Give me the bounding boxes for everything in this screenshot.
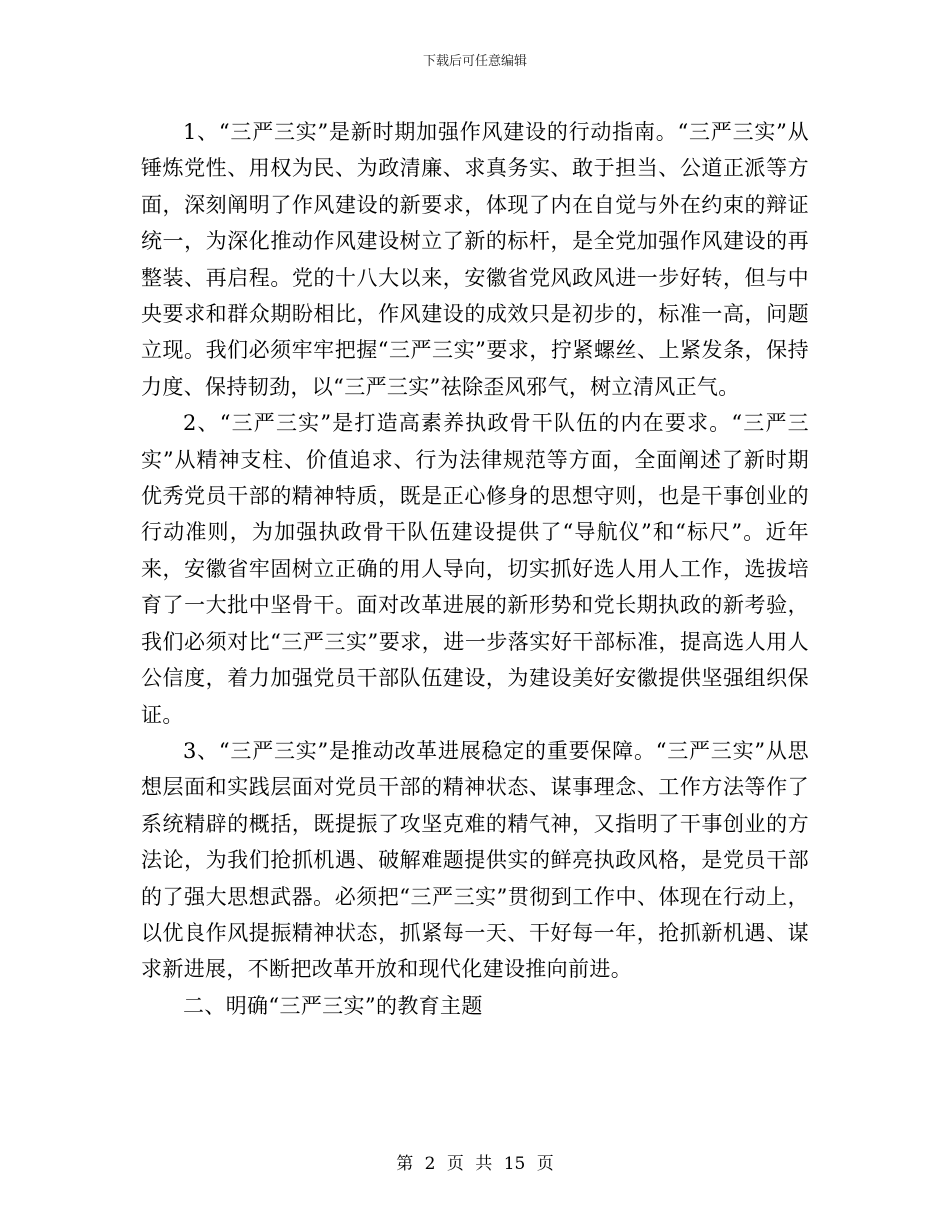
- paragraph-3: 3、“三严三实”是推动改革进展稳定的重要保障。“三严三实”从思想层面和实践层面对党员干部的精神状态、谋事理念、工作方法等作了系统精辟的概括，既提振了攻坚克难的精气神，又指明了干事创业的方法论，为我们抢抓机遇、破解难题提供实的鲜亮执政风格，是党员干部的了强大思想武器。必须把“三严三实”贯彻到工作中、体现在行动上，以优良作风提振精神状态，抓紧每一天、干好每一年，抢抓新机遇、谋求新进展，不断把改革开放和现代化建设推向前进。: [141, 738, 809, 982]
- header-note: 下载后可任意编辑: [422, 54, 527, 69]
- section-heading: 二、明确“三严三实”的教育主题: [183, 993, 483, 1018]
- paragraph-1: 1、“三严三实”是新时期加强作风建设的行动指南。“三严三实”从锤炼党性、用权为民、为政清廉、求真务实、敢于担当、公道正派等方面，深刻阐明了作风建设的新要求，体现了内在自觉与外在约束的辩证统一，为深化推动作风建设树立了新的标杆，是全党加强作风建设的再整装、再启程。党的十八大以来，安徽省党风政风进一步好转，但与中央要求和群众期盼相比，作风建设的成效只是初步的，标准一高，问题立现。我们必须牢牢把握“三严三实”要求，拧紧螺丝、上紧发条，保持力度、保持韧劲，以“三严三实”祛除歪风邪气，树立清风正气。: [141, 120, 809, 399]
- paragraph-2: 2、“三严三实”是打造高素养执政骨干队伍的内在要求。“三严三实”从精神支柱、价值追求、行为法律规范等方面，全面阐述了新时期优秀党员干部的精神特质，既是正心修身的思想守则，也是干事创业的行动准则，为加强执政骨干队伍建设提供了“导航仪”和“标尺”。近年来，安徽省牢固树立正确的用人导向，切实抓好选人用人工作，选拔培育了一大批中坚骨干。面对改革进展的新形势和党长期执政的新考验，我们必须对比“三严三实”要求，进一步落实好干部标准，提高选人用人公信度，着力加强党员干部队伍建设，为建设美好安徽提供坚强组织保证。: [141, 411, 809, 727]
- page-number-footer: 第 2 页 共 15 页: [396, 1154, 554, 1174]
- document-body: [141, 114, 809, 1024]
